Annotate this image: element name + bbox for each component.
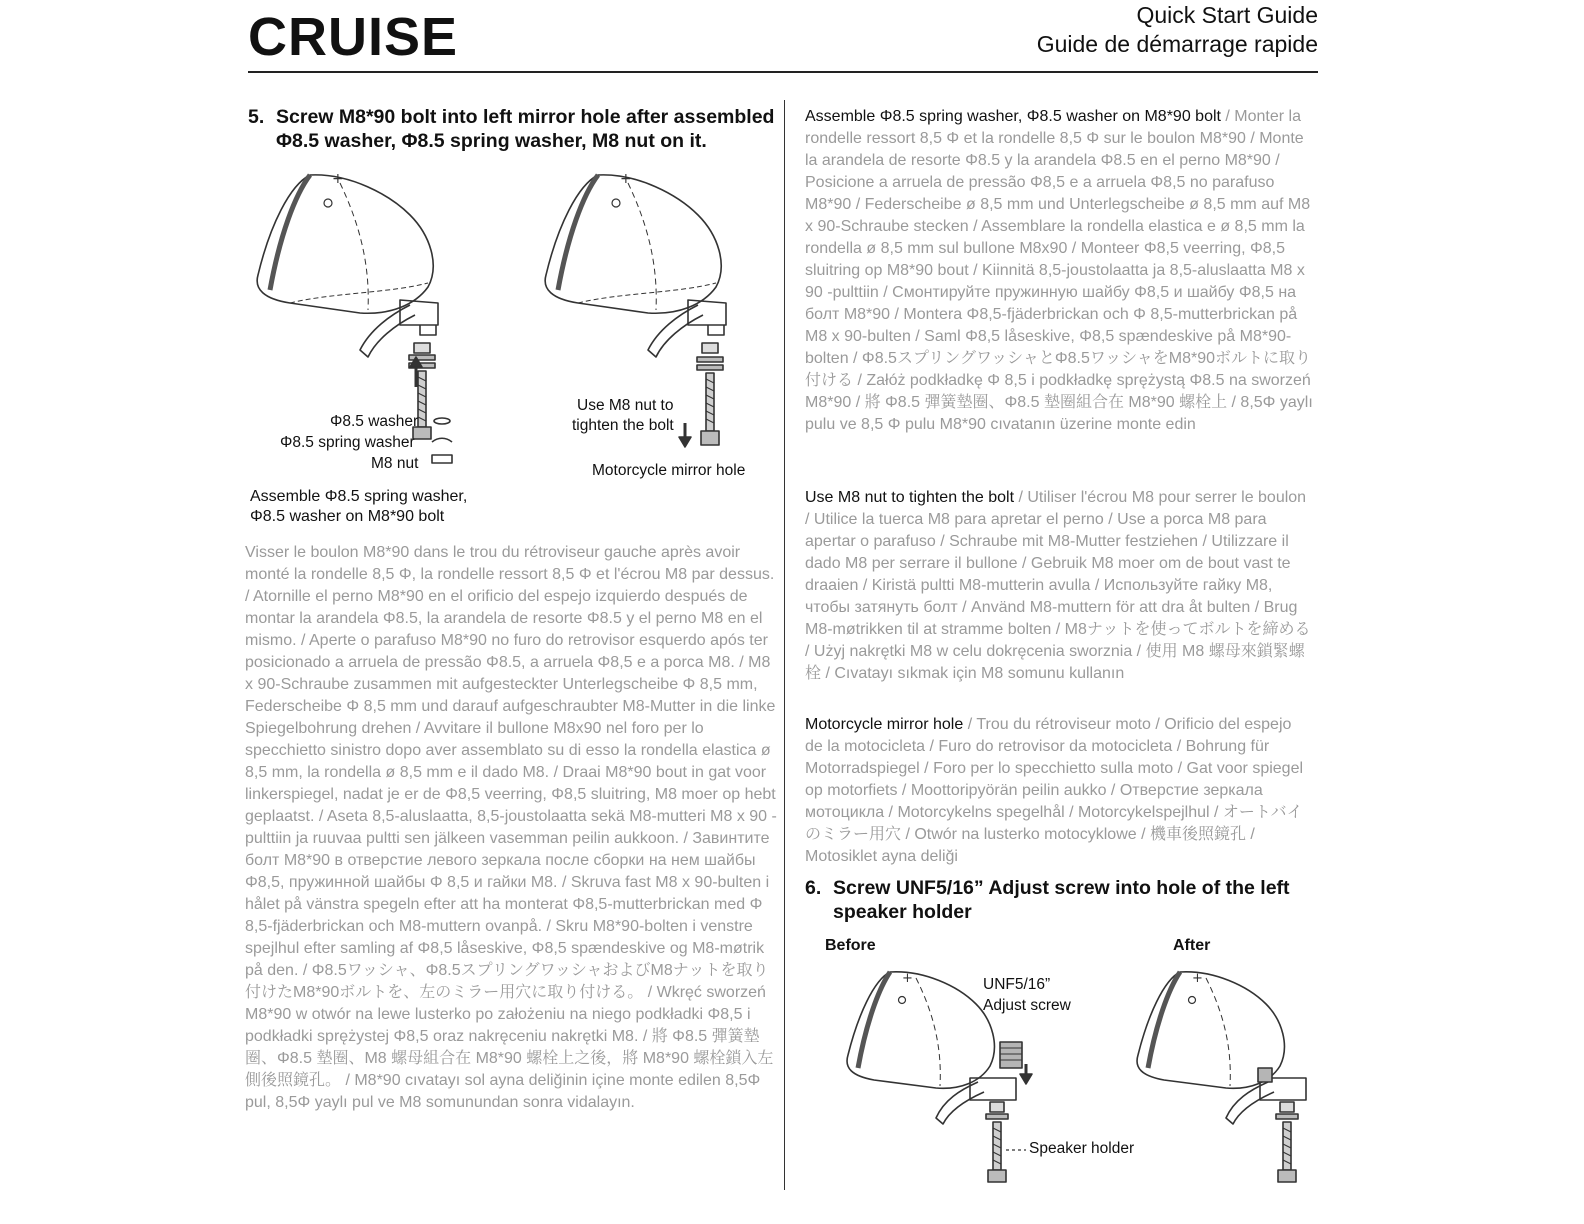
step6-title-line2: speaker holder (833, 901, 972, 923)
brand-logo: CRUISE (248, 7, 459, 67)
mirror-hole-translations: / Trou du rétroviseur moto / Orificio del espejo de la motocicleta / Furo do retrovisor da motocicleta / Bohrung für Motorradspiegel / Foro per lo specchietto sulla moto / Gat voor spiegel op motorfiets / Moottoripyörän peilin aukko / Отверстие зеркала мотоцикла / Motorcykelns spegelhål / Motorcykelspejlhul / オートバイのミラー用穴 / Otwór na lusterko motocyklowe / 機車後照鏡孔 / Motosiklet ayna deliği (805, 716, 1304, 865)
svg-text:+: + (620, 171, 632, 187)
step5-caption-line2: Φ8.5 washer on M8*90 bolt (250, 508, 445, 525)
light-housing-after (1137, 971, 1306, 1182)
adjust-screw-part (1000, 1042, 1022, 1068)
header-divider (248, 71, 1318, 73)
guide-title-en: Quick Start Guide (1136, 2, 1318, 28)
label-washer: Φ8.5 washer (330, 413, 419, 430)
label-before: Before (825, 937, 876, 954)
label-use-nut-line2: tighten the bolt (572, 417, 674, 434)
assemble-translations: / Monter la rondelle ressort 8,5 Φ et la rondelle 8,5 Φ sur le boulon M8*90 / Monte la arandela de resorte Φ8.5 y la arandela Φ8.5 en el perno M8*90 / Posicione a arruela de pressão Φ8,5 e a arruela Φ8,5 no parafuso M8*90 / Federscheibe ø 8,5 mm und Unterlegscheibe ø 8,5 mm auf M8 x 90-Schraube stecken / Assemblare la rondella elastica e ø 8,5 mm la rondella ø 8,5 mm sul bullone M8x90 / Monteer Φ8,5 veerring, Φ8,5 sluitring op M8*90 bout / Kiinnitä 8,5-joustolaatta ja 8,5-aluslaatta M8 x 90 -pulttiin / Смонтируйте пружинную шайбу Φ8,5 и шайбу Φ8,5 на болт M8*90 / Montera Φ8,5-fjäderbrickan och Φ 8,5-mutterbrickan på M8 x 90-bulten / Saml Φ8,5 låseskive, Φ8,5 spændeskive på M8*90-bolten / Φ8.5スプリングワッシャとΦ8.5ワッシャをM8*90ボルトに取り付ける / Załóż podkładkę Φ 8,5 i podkładkę sprężystą Φ8.5 na sworzeń M8*90 / 將 Φ8.5 彈簧墊圈、Φ8.5 墊圈組合在 M8*90 螺栓上 / 8,5Φ yaylı pulu ve 8,5 Φ pulu M8*90 cıvatanın üzerine monte edin (805, 108, 1313, 433)
step6-number: 6. (805, 877, 822, 899)
label-mirror-hole: Motorcycle mirror hole (592, 462, 746, 479)
label-after: After (1173, 937, 1211, 954)
tighten-translations: / Utiliser l'écrou M8 pour serrer le boulon / Utilice la tuerca M8 para apretar el perno / Use a porca M8 para apertar o parafuso / Schraube mit M8-Mutter festziehen / Utilizzare il dado M8 per serrare il bullone / Gebruik M8 moer om de bout vast te draaien / Kiristä pultti M8-mutterin avulla / Используйте гайку M8, чтобы затянуть болт / Använd M8-muttern för att dra åt bulten / Brug M8-møtrikken til at stramme bolten / M8ナットを使ってボルトを締める / Użyj nakrętki M8 w celu dokręcenia sworznia / 使用 M8 螺母來鎖緊螺栓 / Cıvatayı sıkmak için M8 somunu kullanın (805, 489, 1311, 682)
label-use-nut-line1: Use M8 nut to (577, 397, 674, 414)
column-divider (784, 100, 785, 1190)
mirror-hole-paragraph (805, 714, 1313, 868)
guide-title-fr: Guide de démarrage rapide (1036, 31, 1318, 57)
mirror-assembly-illustration (250, 165, 770, 475)
tighten-paragraph (805, 487, 1313, 685)
light-housing-left (257, 171, 438, 357)
arrow-down-icon (679, 423, 691, 447)
step5-caption-line1: Assemble Φ8.5 spring washer, (250, 488, 468, 505)
mirror-hole-lead: Motorcycle mirror hole (805, 716, 964, 733)
svg-text:+: + (902, 971, 913, 986)
step5-title (248, 105, 778, 153)
step5-title-line1: Screw M8*90 bolt into left mirror hole after assembled (276, 106, 775, 128)
assemble-lead: Assemble Φ8.5 spring washer, Φ8.5 washer on M8*90 bolt (805, 108, 1221, 125)
step5-number: 5. (248, 106, 265, 128)
label-nut: M8 nut (371, 455, 419, 472)
step5-title-line2: Φ8.5 washer, Φ8.5 spring washer, M8 nut on it. (276, 130, 707, 152)
label-screw-line1: UNF5/16” (983, 976, 1051, 993)
washer-parts (432, 418, 452, 463)
assemble-paragraph (805, 106, 1313, 436)
label-spring-washer: Φ8.5 spring washer (280, 434, 415, 451)
tighten-lead: Use M8 nut to tighten the bolt (805, 489, 1015, 506)
step6-title (805, 876, 1325, 924)
svg-text:+: + (1192, 971, 1203, 986)
svg-text:+: + (332, 171, 344, 187)
label-screw-line2: Adjust screw (983, 997, 1071, 1014)
label-speaker-holder: Speaker holder (1029, 1140, 1135, 1157)
step5-multilingual-text: Visser le boulon M8*90 dans le trou du rétroviseur gauche après avoir monté la rondelle 8,5 Φ, la rondelle ressort 8,5 Φ et l'écrou M8 par dessus. / Atornille el perno M8*90 en el orificio del espejo izquierdo después de montar la arandela Φ8.5, la arandela de resorte Φ8.5 y el perno M8 en el mismo. / Aperte o parafuso M8*90 no furo do retrovisor esquerdo após ter posicionado a arruela de pressão Φ8.5, a arruela Φ8,5 e a porca M8. / M8 x 90-Schraube zusammen mit aufgesteckter Unterlegscheibe Φ 8,5 mm, Federscheibe Φ 8,5 mm und darauf aufgeschraubter M8-Mutter in die linke Spiegelbohrung drehen / Avvitare il bullone M8x90 nel foro per lo specchietto sinistro dopo aver assemblato su di esso la rondella elastica ø 8,5 mm, la rondella ø 8,5 mm e il dado M8. / Draai M8*90 bout in gat voor linkerspiegel, nadat je er de Φ8,5 veerring, Φ8,5 sluitring, M8 moer op hebt geplaatst. / Aseta 8,5-aluslaatta, 8,5-joustolaatta sekä M8-mutteri M8 x 90 -pulttiin ja ruuvaa pultti sen jälkeen vasemman peilin aukkoon. / Завинтите болт M8*90 в отверстие левого зеркала после сборки на нем шайбы Φ8,5, пружинной шайбы Φ 8,5 и гайки M8. / Skruva fast M8 x 90-bulten i hålet på vänstra spegeln efter att ha monterat Φ8,5-mutterbrickan med Φ 8,5-fjäderbrickan och M8-muttern ovanpå. / Skru M8*90-bolten i venstre spejlhul efter samling af Φ8,5 låseskive, Φ8,5 spændeskive og M8-møtrik på den. / Φ8.5ワッシャ、Φ8.5スプリングワッシャおよびM8ナットを取り付けたM8*90ボルトを、左のミラー用穴に取り付ける。 / Wkręć sworzeń M8*90 w otwór na lewe lusterko po założeniu na niego podkładki Φ8,5 i podkładki sprężystej Φ8,5 oraz nakręceniu nakrętki M8. / 將 Φ8.5 彈簧墊圈、Φ8.5 墊圈、M8 螺母組合在 M8*90 螺栓上之後，將 M8*90 螺栓鎖入左側後照鏡孔。 / M8*90 cıvatayı sol ayna deliğinin içine monte edilen 8,5Φ pul, 8,5Φ yaylı pul ve M8 somunundan sonra vidalayın. (245, 544, 777, 1111)
step6-title-line1: Screw UNF5/16” Adjust screw into hole of the left (833, 877, 1290, 899)
